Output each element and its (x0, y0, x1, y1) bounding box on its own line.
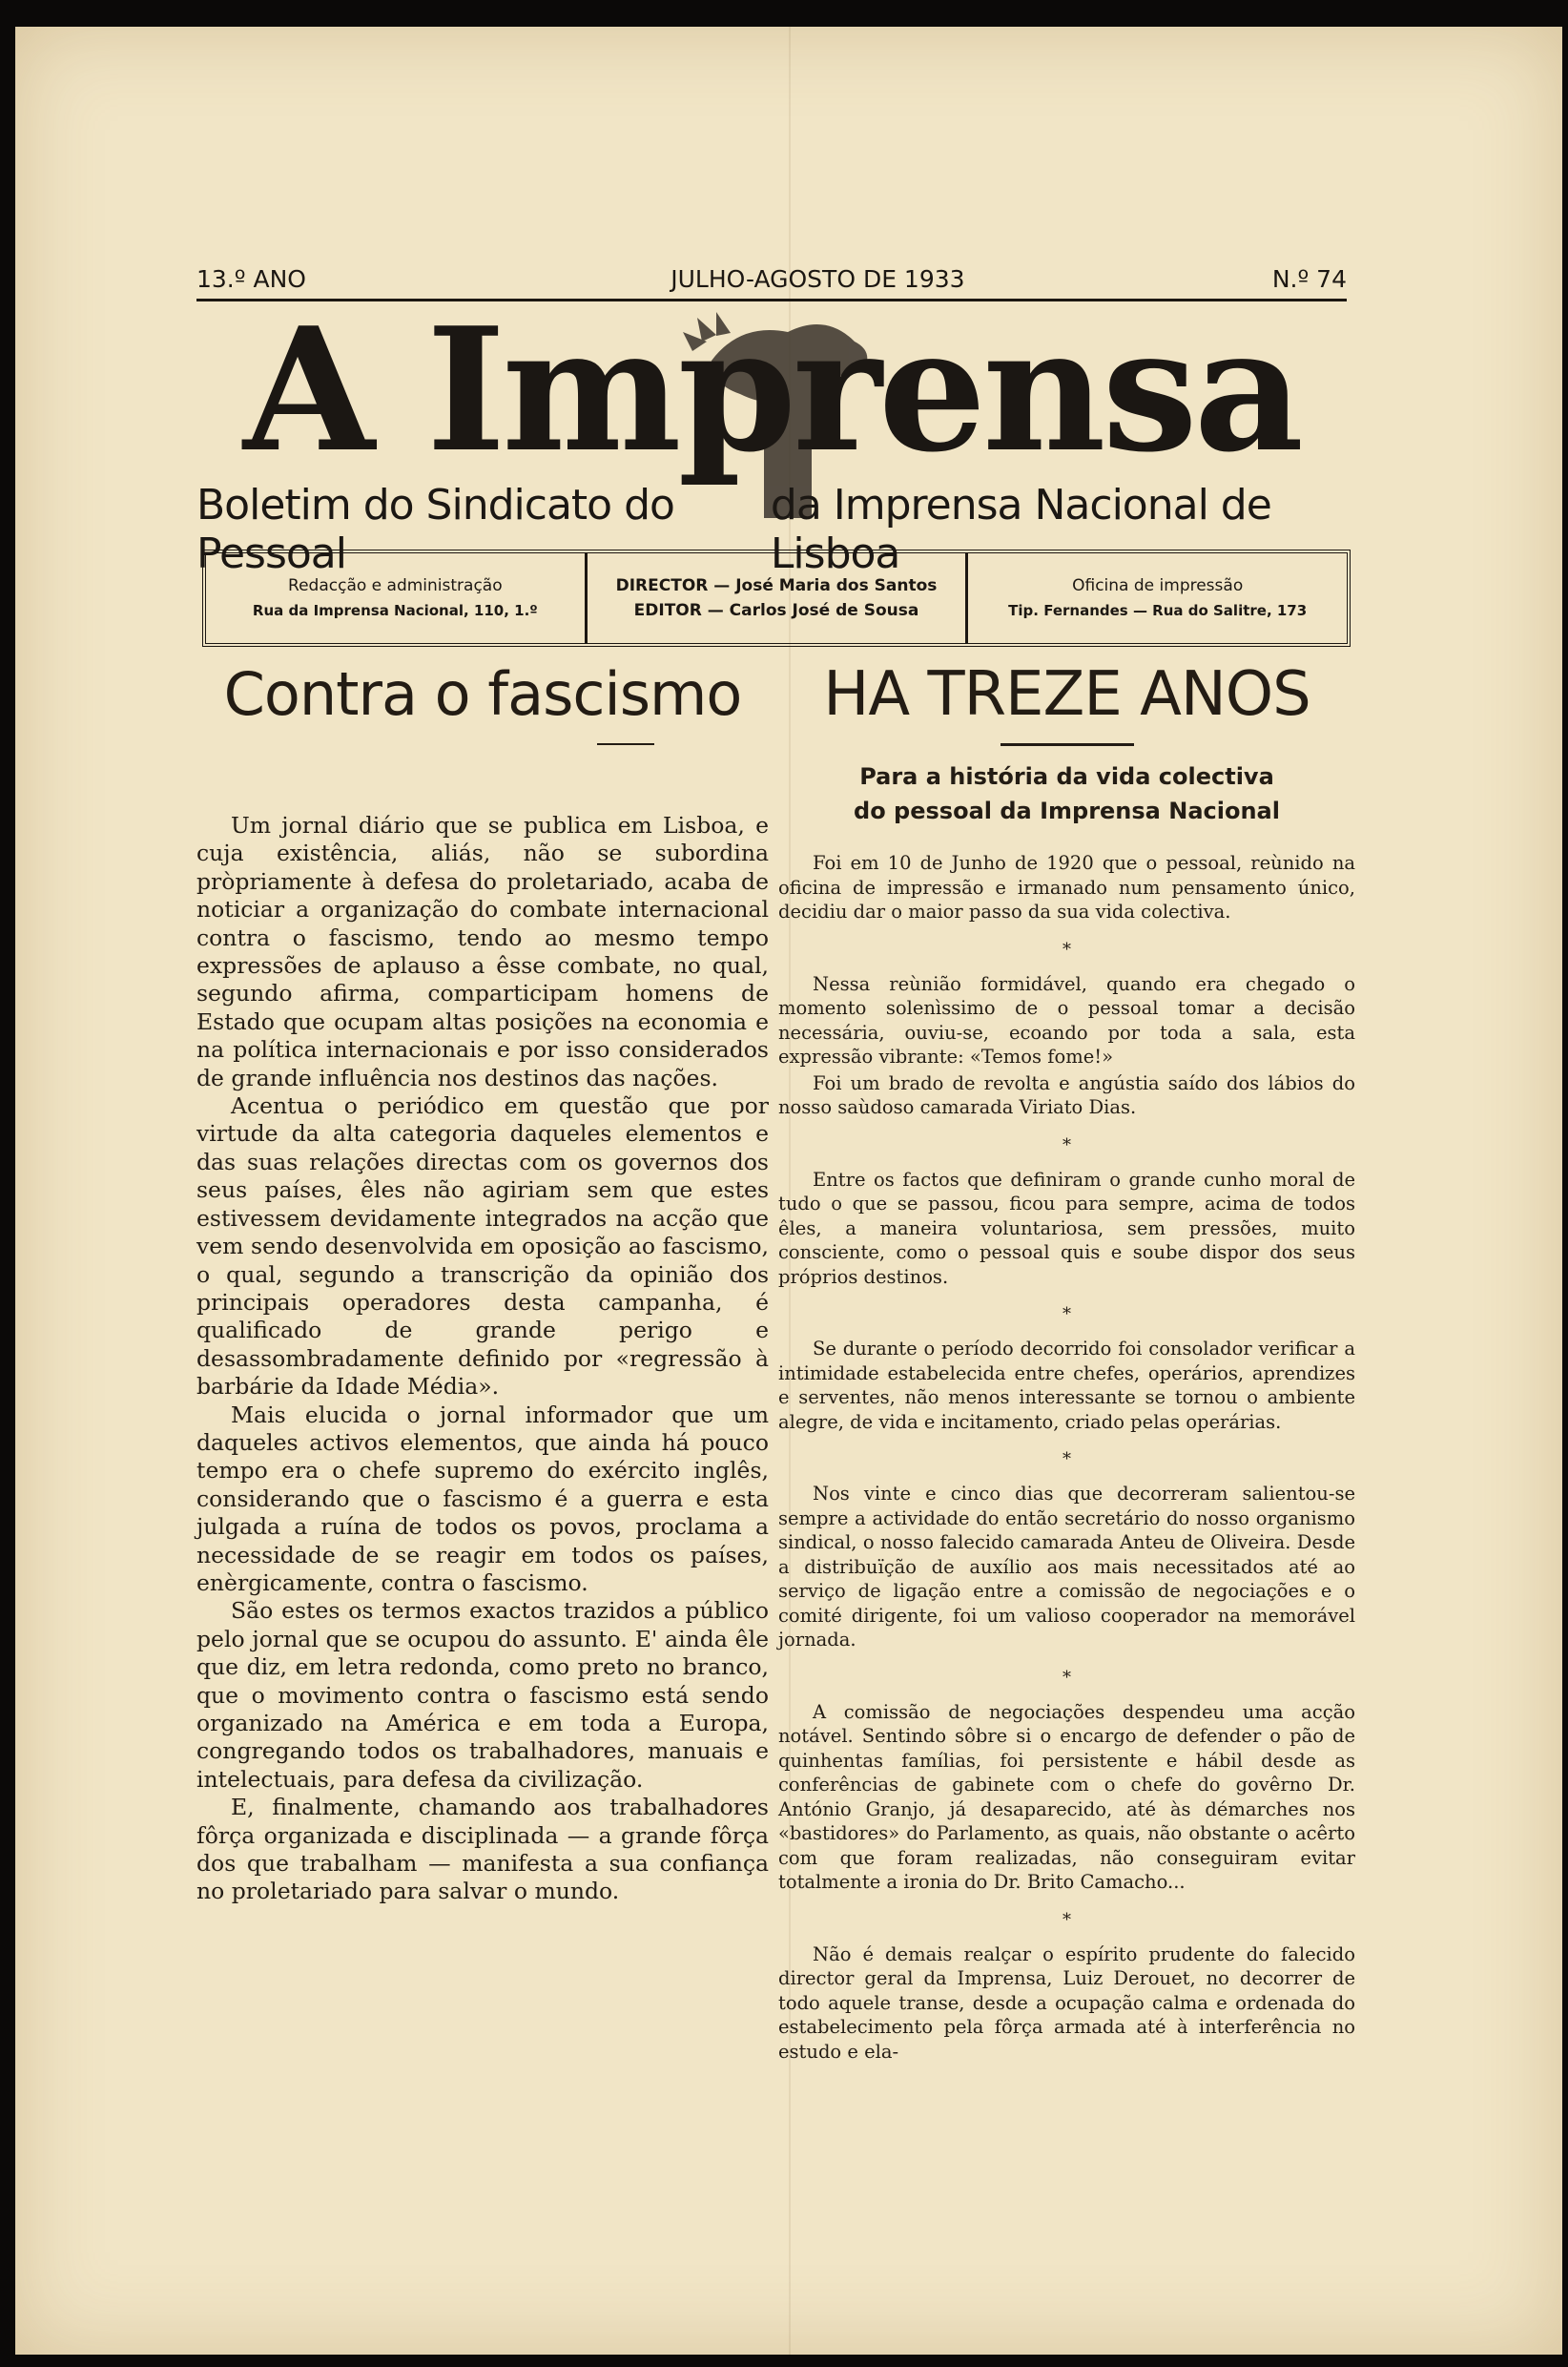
subtitle-line-2: do pessoal da Imprensa Nacional (854, 798, 1280, 824)
info-admin-address: Rua da Imprensa Nacional, 110, 1.º (252, 602, 538, 619)
section-separator: * (1063, 1134, 1071, 1155)
info-cell-staff (585, 553, 966, 643)
tagline-right: da Imprensa Nacional de Lisboa (770, 481, 1271, 578)
title-rule (597, 743, 654, 745)
section-separator: * (1063, 1909, 1071, 1930)
info-printing-label: Oficina de impressão (1072, 576, 1244, 595)
info-printing-address: Tip. Fernandes — Rua do Salitre, 173 (1008, 602, 1308, 619)
tagline-left: Boletim do Sindicato do Pessoal (196, 481, 674, 578)
info-admin-label: Redacção e administração (288, 576, 503, 595)
info-director: DIRECTOR — José Maria dos Santos (615, 576, 938, 595)
article-paragraph: Mais elucida o jornal informador que um daqueles activos elementos, que ainda há pouco tempo era o chefe supremo do exército inglês, considerando que o fascismo é a guerra e esta julgada a ruína de todos os povos, proclama a necessidade de se reagir em todos os países, enèrgicamente, contra o fascismo. (196, 1401, 769, 1596)
right-article-subtitle (778, 759, 1355, 828)
newspaper-page (15, 27, 1562, 2355)
issue-year: 13.º ANO (196, 265, 306, 293)
issue-date: JULHO-AGOSTO DE 1933 (671, 265, 965, 293)
masthead-title: A Imprensa (242, 290, 1301, 489)
article-paragraph: Entre os factos que definiram o grande cunho moral de tudo o que se passou, ficou para sempre, acima de todos êles, a maneira voluntariosa, sem pressões, muito consciente, como o pessoal quis e soube dispor dos seus próprios destinos. (778, 1168, 1355, 1288)
right-article-body (778, 851, 1355, 2064)
article-paragraph: E, finalmente, chamando aos trabalhadores fôrça organizada e disciplinada — a grande fôrça dos que trabalham — manifesta a sua confiança no proletariado para salvar o mundo. (196, 1794, 769, 1905)
article-paragraph: Acentua o periódico em questão que por virtude da alta categoria daqueles elementos e das suas relações directas com os governos dos seus países, êles não agiriam sem que estes estivessem devidamente integrados na acção que vem sendo desenvolvida em oposição ao fascismo, o qual, segundo a transcrição da opinião dos principais operadores desta campanha, é qualificado de grande perigo e desassombradamente definido por «regressão à barbárie da Idade Média». (196, 1092, 769, 1401)
info-cell-administration (206, 553, 585, 643)
article-paragraph: Se durante o período decorrido foi consolador verificar a intimidade estabelecida entre chefes, operários, aprendizes e serventes, não menos interessante se tornou o ambiente alegre, de vida e incitamento, criado pelas operárias. (778, 1338, 1355, 1433)
title-rule (1001, 743, 1134, 746)
info-editor: EDITOR — Carlos José de Sousa (633, 601, 919, 620)
section-separator: * (1063, 939, 1071, 960)
article-paragraph: Nos vinte e cinco dias que decorreram salientou-se sempre a actividade do então secretário do nosso organismo sindical, o nosso falecido camarada Anteu de Oliveira. Desde a distribuïção de auxílio aos mais necessitados até ao serviço de ligação entre a comissão de negociações e o comité dirigente, foi um valioso cooperador na memorável jornada. (778, 1483, 1355, 1651)
article-paragraph: Foi em 10 de Junho de 1920 que o pessoal, reùnido na oficina de impressão e irmanado num pensamento único, decidiu dar o maior passo da sua vida colectiva. (778, 852, 1355, 923)
info-box (202, 550, 1351, 647)
article-paragraph: Foi um brado de revolta e angústia saído dos lábios do nosso saùdoso camarada Viriato Dias. (778, 1071, 1355, 1118)
section-separator: * (1063, 1667, 1071, 1688)
section-separator: * (1063, 1449, 1071, 1469)
article-paragraph: Não é demais realçar o espírito prudente do falecido director geral da Imprensa, Luiz Derouet, no decorrer de todo aquele transe, desde a ocupação calma e ordenada do estabelecimento pela fôrça armada até à interferência no estudo e ela- (778, 1942, 1355, 2063)
info-cell-printing (965, 553, 1347, 643)
issue-number: N.º 74 (1271, 265, 1347, 293)
subtitle-line-1: Para a história da vida colectiva (859, 763, 1274, 790)
left-article-title: Contra o fascismo (223, 659, 742, 729)
left-article-body (196, 812, 769, 1906)
article-paragraph: Um jornal diário que se publica em Lisboa, e cuja existência, aliás, não se subordina pròpriamente à defesa do proletariado, acaba de noticiar a organização do combate internacional contra o fascismo, tendo ao mesmo tempo expressões de aplauso a êsse combate, no qual, segundo afirma, comparticipam homens de Estado que ocupam altas posições na economia e na política internacionais e por isso considerados de grande influência nos destinos das nações. (196, 812, 769, 1091)
left-article (196, 652, 769, 1906)
article-paragraph: A comissão de negociações despendeu uma acção notável. Sentindo sôbre si o encargo de defender o pão de quinhentas famílias, foi persistente e hábil desde as conferências de gabinete com o chefe do govêrno Dr. António Granjo, já desaparecido, até às démarches nos «bastidores» do Parlamento, as quais, não obstante o acêrto com que foram realizadas, não conseguiram evitar totalmente a ironia do Dr. Brito Camacho... (778, 1700, 1355, 1893)
article-paragraph: Nessa reùnião formidável, quando era chegado o momento solenìssimo de o pessoal tomar a decisão necessária, ouviu-se, ecoando por toda a sala, esta expressão vibrante: «Temos fome!» (778, 972, 1355, 1068)
right-article (778, 652, 1355, 2064)
article-paragraph: São estes os termos exactos trazidos a público pelo jornal que se ocupou do assunto. E' ainda êle que diz, em letra redonda, como preto no branco, que o movimento contra o fascismo está sendo organizado na América e em toda a Europa, congregando todos os trabalhadores, manuais e intelectuais, para defesa da civilização. (196, 1597, 769, 1793)
right-article-title: HA TREZE ANOS (823, 659, 1310, 730)
section-separator: * (1063, 1304, 1071, 1324)
